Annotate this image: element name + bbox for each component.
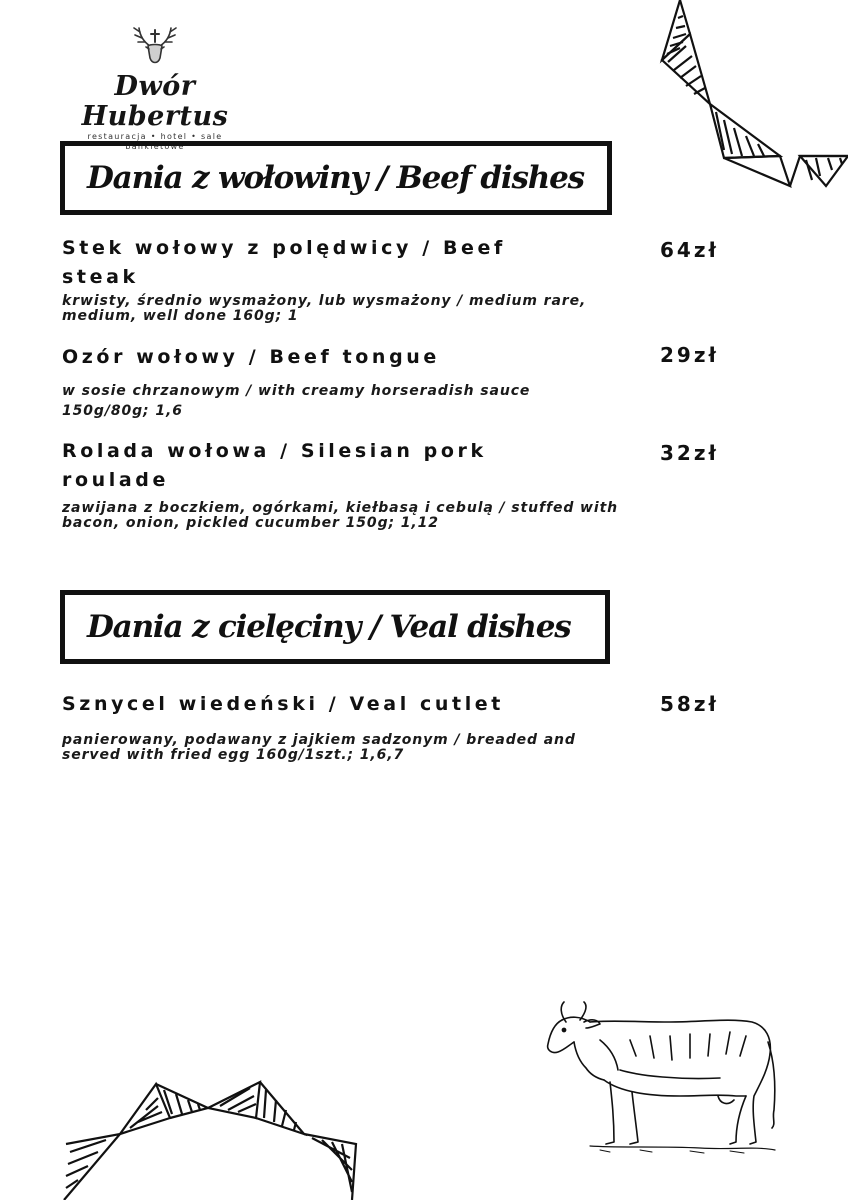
dish-price: 29zł	[660, 343, 719, 367]
section-header-beef	[60, 141, 612, 215]
bunting-garland-icon	[650, 0, 848, 190]
dish-price: 64zł	[660, 238, 719, 262]
menu-item	[62, 437, 627, 531]
menu-item	[62, 234, 627, 324]
dish-description: krwisty, średnio wysmażony, lub wysmażony / medium rare, medium, well done 160g; 1	[62, 293, 587, 324]
dish-name: Sznycel wiedeński / Veal cutlet	[62, 693, 504, 715]
section-title: Dania z cielęciny / Veal dishes	[87, 609, 571, 645]
dish-name: Ozór wołowy / Beef tongue	[62, 346, 440, 368]
dish-description: zawijana z boczkiem, ogórkami, kiełbasą i cebulą / stuffed with bacon, onion, pickled cucumber 150g; 1,12	[62, 500, 619, 531]
dish-name: Rolada wołowa / Silesian pork roulade	[62, 440, 487, 491]
section-title: Dania z wołowiny / Beef dishes	[87, 160, 584, 196]
restaurant-logo	[58, 24, 252, 151]
cow-illustration-icon	[540, 1000, 780, 1160]
logo-tagline: restauracja • hotel • sale bankietowe	[87, 132, 223, 151]
menu-item	[62, 690, 627, 763]
dish-description: panierowany, podawany z jajkiem sadzonym / breaded and served with fried egg 160g/1szt.; 1,6,7	[62, 732, 576, 763]
dish-name: Stek wołowy z polędwicy / Beef steak	[62, 237, 506, 288]
section-header-veal	[60, 590, 610, 664]
bunting-garland-icon	[60, 1078, 360, 1200]
logo-name: Dwór Hubertus	[81, 71, 229, 132]
stag-head-cross-icon	[130, 24, 180, 70]
dish-price: 32zł	[660, 441, 719, 465]
dish-price: 58zł	[660, 692, 719, 716]
dish-description: w sosie chrzanowym / with creamy horseradish sauce 150g/80g; 1,6	[62, 383, 531, 419]
menu-item	[62, 343, 627, 421]
